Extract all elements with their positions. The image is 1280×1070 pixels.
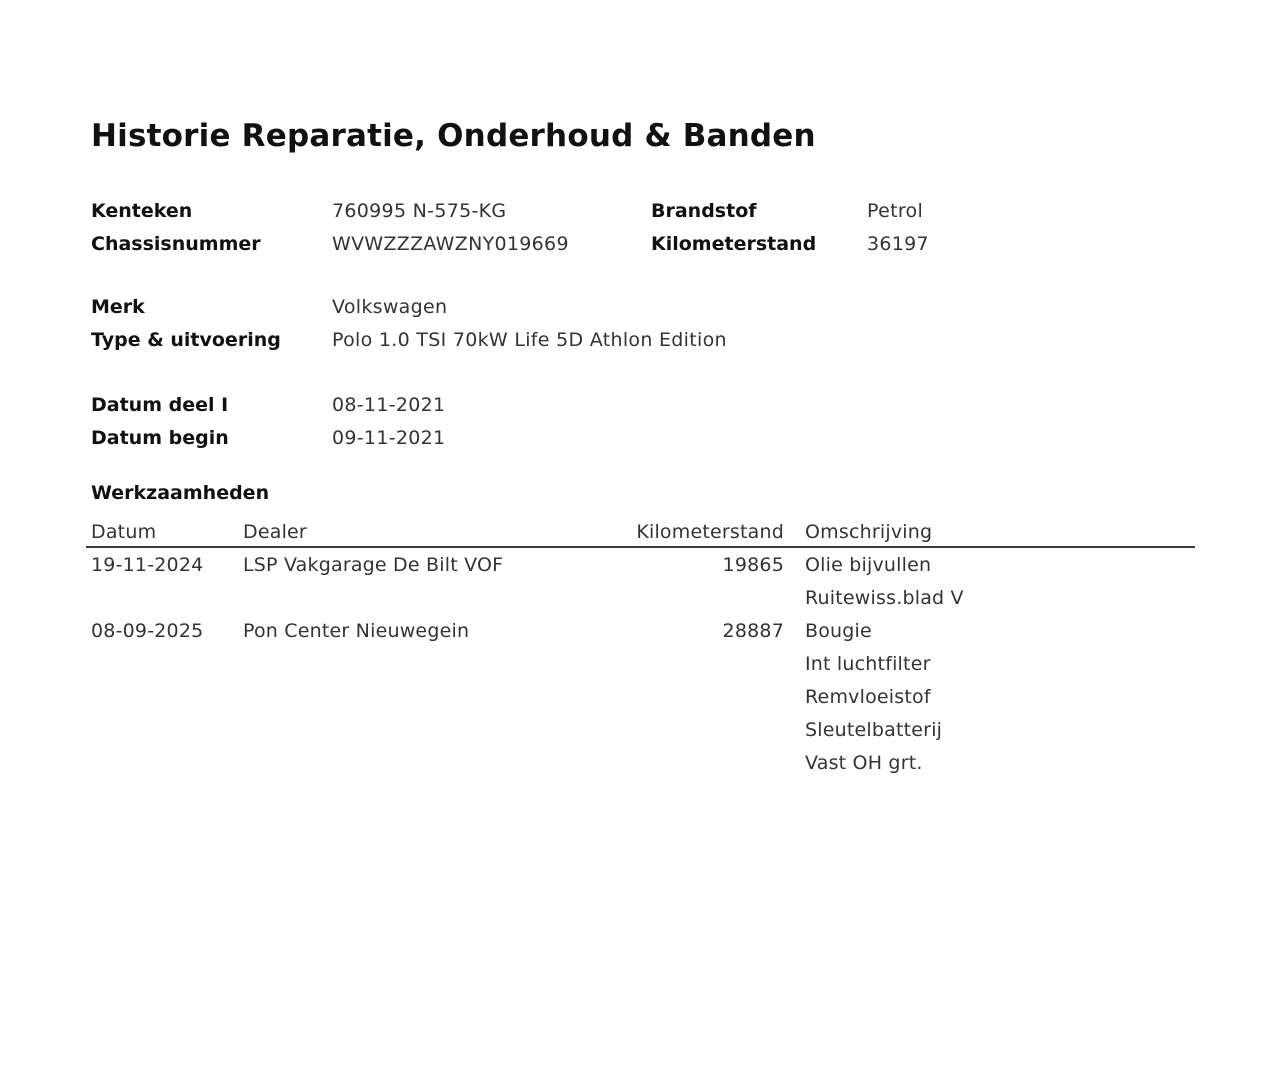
datum-begin-value: 09-11-2021 <box>332 427 446 449</box>
type-uitvoering-label: Type & uitvoering <box>91 329 281 351</box>
row-kilometerstand: 28887 <box>722 620 784 642</box>
page-title: Historie Reparatie, Onderhoud & Banden <box>91 118 816 154</box>
datum-deel-label: Datum deel I <box>91 394 229 416</box>
column-header-omschrijving: Omschrijving <box>805 521 933 543</box>
kenteken-value: 760995 N-575-KG <box>332 200 507 222</box>
row-dealer: Pon Center Nieuwegein <box>243 620 470 642</box>
merk-label: Merk <box>91 296 145 318</box>
kenteken-label: Kenteken <box>91 200 193 222</box>
werkzaamheden-heading: Werkzaamheden <box>91 482 270 504</box>
row-datum: 08-09-2025 <box>91 620 204 642</box>
merk-value: Volkswagen <box>332 296 448 318</box>
row-dealer: LSP Vakgarage De Bilt VOF <box>243 554 504 576</box>
chassisnummer-label: Chassisnummer <box>91 233 261 255</box>
type-uitvoering-value: Polo 1.0 TSI 70kW Life 5D Athlon Edition <box>332 329 727 351</box>
column-header-datum: Datum <box>91 521 157 543</box>
table-header-divider <box>86 546 1195 548</box>
kilometerstand-value: 36197 <box>867 233 929 255</box>
column-header-kilometerstand: Kilometerstand <box>636 521 784 543</box>
chassisnummer-value: WVWZZZAWZNY019669 <box>332 233 569 255</box>
brandstof-value: Petrol <box>867 200 924 222</box>
row-datum: 19-11-2024 <box>91 554 204 576</box>
kilometerstand-label: Kilometerstand <box>651 233 817 255</box>
row-omschrijving-item: Sleutelbatterij <box>805 719 943 741</box>
row-kilometerstand: 19865 <box>722 554 784 576</box>
row-omschrijving-item: Bougie <box>805 620 872 642</box>
datum-deel-value: 08-11-2021 <box>332 394 446 416</box>
row-omschrijving-item: Ruitewiss.blad V <box>805 587 964 609</box>
datum-begin-label: Datum begin <box>91 427 229 449</box>
row-omschrijving-item: Olie bijvullen <box>805 554 932 576</box>
row-omschrijving-item: Vast OH grt. <box>805 752 923 774</box>
row-omschrijving-item: Int luchtfilter <box>805 653 931 675</box>
brandstof-label: Brandstof <box>651 200 757 222</box>
row-omschrijving-item: Remvloeistof <box>805 686 931 708</box>
column-header-dealer: Dealer <box>243 521 307 543</box>
